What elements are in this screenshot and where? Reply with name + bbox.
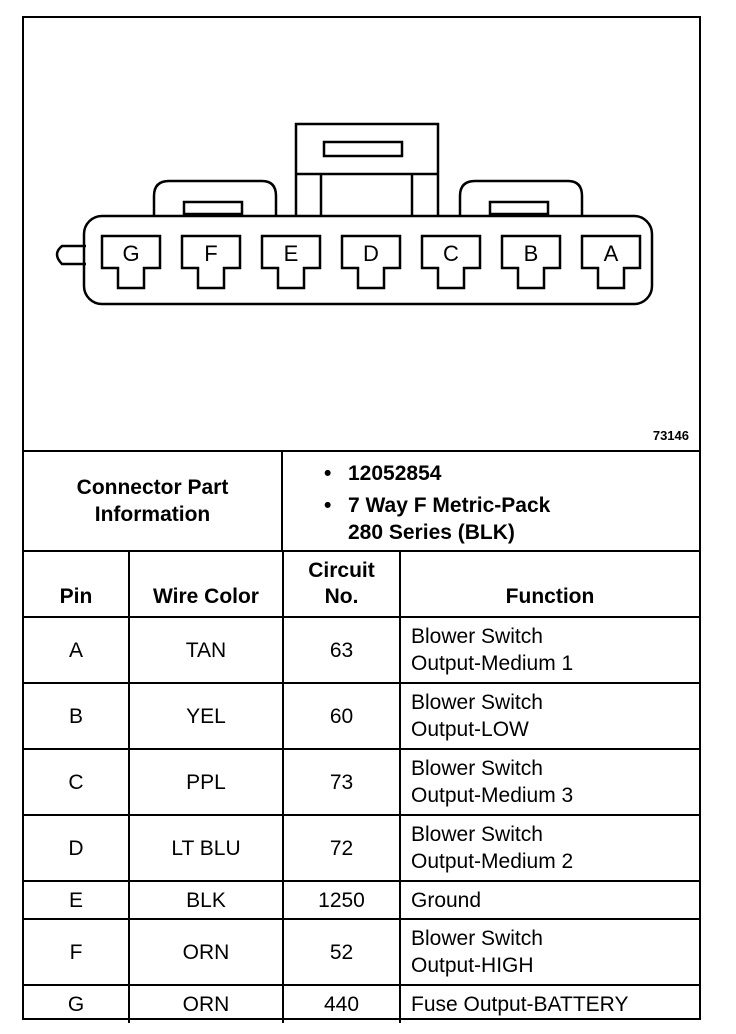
wire-color-cell: ORN — [129, 985, 283, 1023]
circuit-cell: 63 — [283, 617, 400, 683]
pin-cell: D — [24, 815, 129, 881]
table-row — [24, 881, 699, 919]
circuit-cell: 60 — [283, 683, 400, 749]
circuit-cell: 440 — [283, 985, 400, 1023]
function-cell: Blower Switch Output-Medium 2 — [400, 815, 699, 881]
connector-face-drawing — [24, 18, 699, 450]
circuit-cell: 72 — [283, 815, 400, 881]
function-cell: Fuse Output-BATTERY — [400, 985, 699, 1023]
connector-description: 7 Way F Metric-Pack 280 Series (BLK) — [348, 494, 551, 544]
function-cell: Blower Switch Output-Medium 1 — [400, 617, 699, 683]
info-label: Connector Part Information — [24, 452, 283, 550]
table-row — [24, 985, 699, 1023]
connector-part-info — [24, 450, 699, 550]
pin-cell: G — [24, 985, 129, 1023]
bullet-icon: • — [324, 462, 332, 485]
figure-number: 73146 — [652, 428, 689, 443]
pin-label-d: D — [363, 241, 379, 266]
table-row — [24, 815, 699, 881]
wire-color-cell: ORN — [129, 919, 283, 985]
connector-diagram — [24, 18, 699, 450]
bullet-icon: • — [324, 494, 332, 517]
pin-label-b: B — [523, 241, 539, 266]
pin-cell: F — [24, 919, 129, 985]
function-cell: Ground — [400, 881, 699, 919]
table-row — [24, 749, 699, 815]
table-row — [24, 919, 699, 985]
pin-cell: B — [24, 683, 129, 749]
header-function: Function — [400, 551, 699, 617]
pin-table — [24, 550, 699, 1023]
pin-cell: C — [24, 749, 129, 815]
pin-label-c: C — [443, 241, 459, 266]
function-cell: Blower Switch Output-LOW — [400, 683, 699, 749]
wire-color-cell: YEL — [129, 683, 283, 749]
info-bullet — [324, 460, 550, 487]
header-circuit-no: Circuit No. — [283, 551, 400, 617]
wire-color-cell: BLK — [129, 881, 283, 919]
wire-color-cell: LT BLU — [129, 815, 283, 881]
header-wire-color: Wire Color — [129, 551, 283, 617]
table-row — [24, 683, 699, 749]
pin-cell: E — [24, 881, 129, 919]
function-cell: Blower Switch Output-Medium 3 — [400, 749, 699, 815]
table-row — [24, 617, 699, 683]
pin-label-a: A — [603, 241, 619, 266]
table-header-row — [24, 551, 699, 617]
circuit-cell: 52 — [283, 919, 400, 985]
header-pin: Pin — [24, 551, 129, 617]
info-bullet — [324, 492, 550, 546]
function-cell: Blower Switch Output-HIGH — [400, 919, 699, 985]
info-bullets — [324, 460, 550, 551]
circuit-cell: 73 — [283, 749, 400, 815]
pin-label-g: G — [122, 241, 140, 266]
pin-label-f: F — [204, 241, 218, 266]
circuit-cell: 1250 — [283, 881, 400, 919]
part-number: 12052854 — [348, 462, 442, 485]
wire-color-cell: PPL — [129, 749, 283, 815]
pin-label-e: E — [283, 241, 299, 266]
connector-sheet — [22, 16, 701, 1020]
pin-cell: A — [24, 617, 129, 683]
wire-color-cell: TAN — [129, 617, 283, 683]
